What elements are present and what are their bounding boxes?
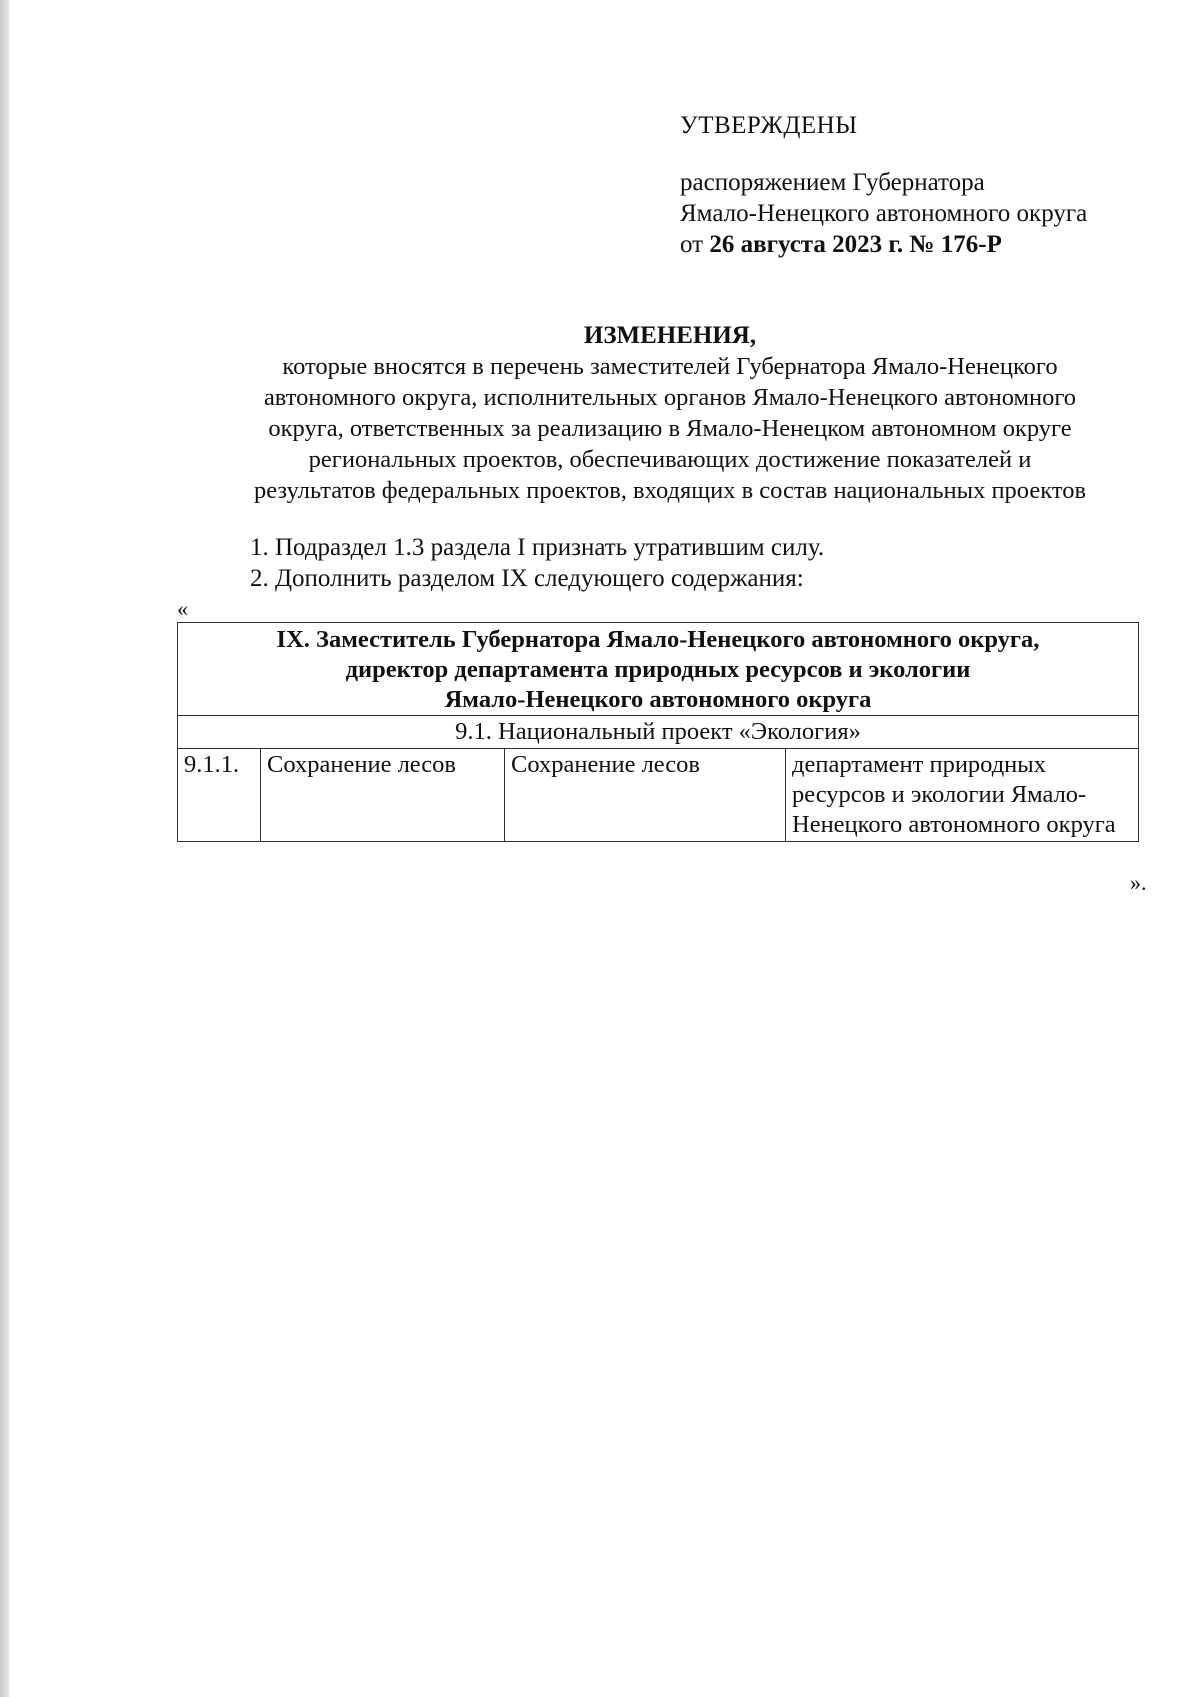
heading-line-3: округа, ответственных за реализацию в Ямало-Ненецком автономном округе (268, 415, 1072, 442)
amendment-items (250, 532, 824, 594)
heading-line-1: которые вносятся в перечень заместителей Губернатора Ямало-Ненецкого (282, 353, 1058, 380)
approval-date-prefix: от (680, 231, 704, 258)
amendment-item-1: 1. Подраздел 1.3 раздела I признать утратившим силу. (250, 534, 825, 561)
approved-title: УТВЕРЖДЕНЫ (680, 112, 858, 139)
closing-quote: ». (1130, 870, 1147, 895)
section-table (177, 622, 1139, 842)
opening-quote: « (177, 596, 188, 621)
table-row (178, 749, 1139, 842)
approval-date (680, 229, 1087, 260)
approval-line-1: распоряжением Губернатора (680, 169, 985, 196)
section-header-row (178, 623, 1139, 716)
row-number-cell: 9.1.1. (178, 749, 261, 842)
document-title: ИЗМЕНЕНИЯ, (583, 322, 757, 349)
section-header-line-3: Ямало-Ненецкого автономного округа (444, 686, 872, 713)
approval-line-2: Ямало-Ненецкого автономного округа (680, 200, 1088, 227)
responsible-body-cell: департамент природных ресурсов и экологии Ямало-Ненецкого автономного округа (786, 749, 1139, 842)
approval-block (680, 110, 1087, 260)
document-heading (170, 320, 1170, 506)
scan-left-edge (0, 0, 9, 1697)
amendment-item-2: 2. Дополнить разделом IX следующего содержания: (250, 565, 804, 592)
heading-line-4: региональных проектов, обеспечивающих достижение показателей и (308, 446, 1032, 473)
heading-line-5: результатов федеральных проектов, входящих в состав национальных проектов (253, 477, 1087, 504)
section-header-cell (178, 623, 1139, 716)
subsection-row (178, 716, 1139, 749)
subsection-cell: 9.1. Национальный проект «Экология» (178, 716, 1139, 749)
section-header-line-2: директор департамента природных ресурсов и экологии (345, 656, 971, 683)
regional-project-cell: Сохранение лесов (261, 749, 505, 842)
section-header-line-1: IX. Заместитель Губернатора Ямало-Ненецкого автономного округа, (276, 626, 1040, 653)
federal-project-cell: Сохранение лесов (505, 749, 786, 842)
approval-date-number: 26 августа 2023 г. № 176-Р (709, 231, 1002, 258)
heading-line-2: автономного округа, исполнительных органов Ямало-Ненецкого автономного (263, 384, 1077, 411)
